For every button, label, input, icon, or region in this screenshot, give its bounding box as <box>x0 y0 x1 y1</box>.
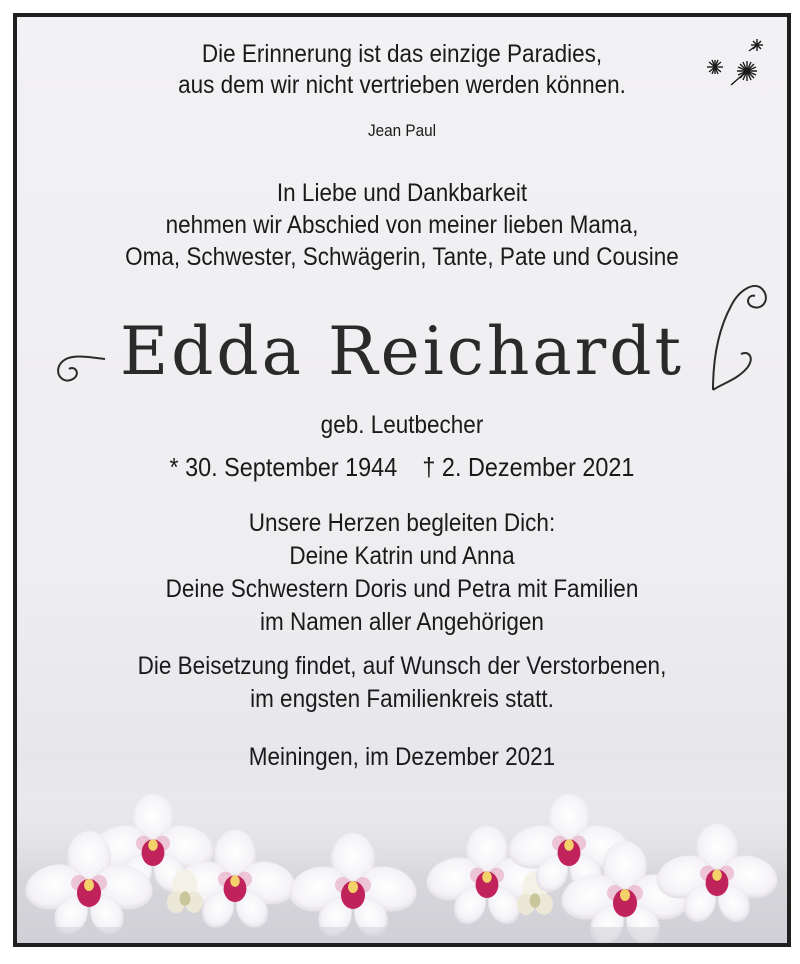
mourners-line: Deine Katrin und Anna <box>289 542 515 570</box>
quote-author-name: Jean Paul <box>367 121 437 140</box>
intro-line: Oma, Schwester, Schwägerin, Tante, Pate und Cousine <box>125 243 679 271</box>
quote-line: Die Erinnerung ist das einzige Paradies, <box>201 40 603 68</box>
place-and-date <box>56 742 749 772</box>
funeral-line: im engsten Familienkreis statt. <box>250 685 554 713</box>
life-dates <box>56 452 749 482</box>
intro-line: nehmen wir Abschied von meiner lieben Mama, <box>165 211 639 239</box>
intro-line: In Liebe und Dankbarkeit <box>276 179 528 207</box>
quote <box>56 39 749 101</box>
mourners-line: Unsere Herzen begleiten Dich: <box>248 509 556 537</box>
death-date: † 2. Dezember 2021 <box>422 452 635 482</box>
mourners <box>56 507 749 639</box>
farewell-intro <box>56 177 749 273</box>
birth-name <box>56 410 749 440</box>
mourners-line: im Namen aller Angehörigen <box>260 608 544 636</box>
quote-author <box>56 121 749 141</box>
birth-name-text: geb. Leutbecher <box>320 411 484 439</box>
place-date-text: Meiningen, im Dezember 2021 <box>248 743 556 771</box>
orchid-flowers-image <box>17 777 787 943</box>
quote-line: aus dem wir nicht vertrieben werden können. <box>178 71 626 99</box>
obituary-notice <box>13 13 791 947</box>
deceased-name-text: Edda Reichardt <box>119 313 684 390</box>
birth-date: * 30. September 1944 <box>169 452 398 482</box>
deceased-name <box>17 302 787 402</box>
mourners-line: Deine Schwestern Doris und Petra mit Familien <box>165 575 639 603</box>
funeral-note <box>56 650 749 716</box>
funeral-line: Die Beisetzung findet, auf Wunsch der Verstorbenen, <box>137 652 667 680</box>
